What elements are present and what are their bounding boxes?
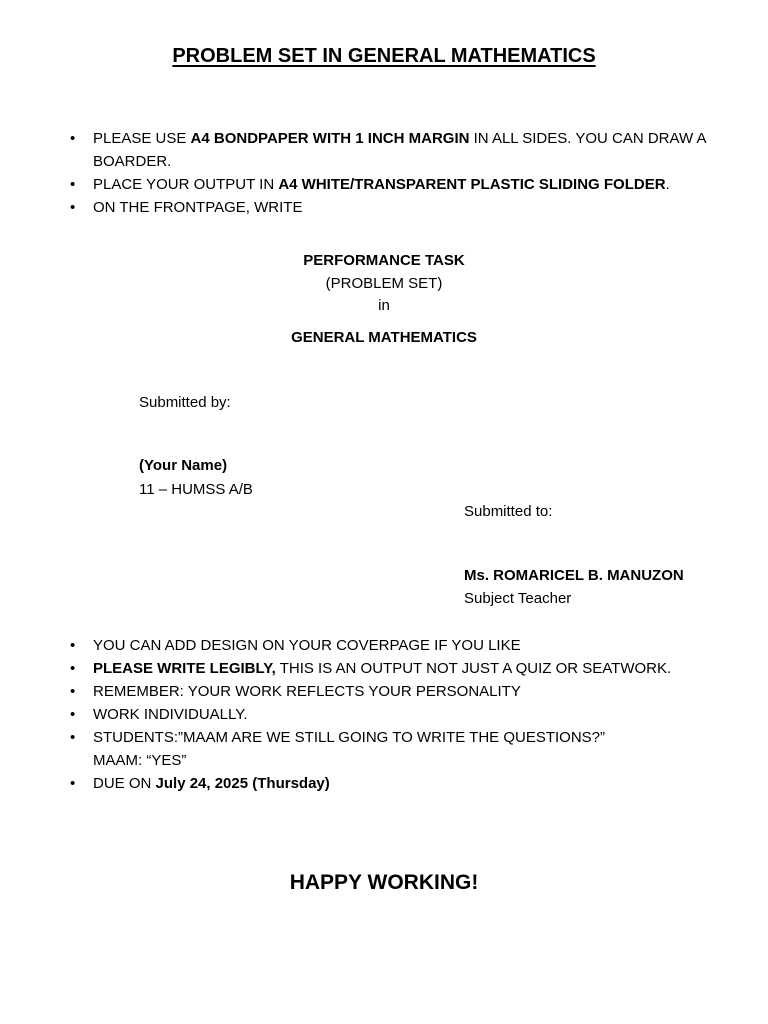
- bullet-icon: •: [70, 130, 76, 147]
- list-item: • REMEMBER: YOUR WORK REFLECTS YOUR PERSONALITY: [93, 680, 733, 703]
- cover-subheading: (PROBLEM SET): [325, 275, 443, 292]
- closing-message: HAPPY WORKING!: [289, 871, 479, 894]
- list-item: • DUE ON July 24, 2025 (Thursday): [93, 772, 733, 795]
- cover-heading: PERFORMANCE TASK: [303, 252, 465, 269]
- reminders-list: [70, 634, 733, 795]
- cover-in: in: [378, 297, 390, 314]
- bullet-icon: •: [70, 683, 76, 700]
- bullet-icon: •: [70, 660, 76, 677]
- submitted-by-label: Submitted by:: [139, 394, 231, 411]
- teacher-role: Subject Teacher: [464, 590, 572, 607]
- bullet-icon: •: [70, 176, 76, 193]
- list-item: • WORK INDIVIDUALLY.: [93, 703, 733, 726]
- bullet-icon: •: [70, 706, 76, 723]
- bullet-icon: •: [70, 729, 76, 746]
- student-name: (Your Name): [139, 457, 228, 474]
- list-item: • YOU CAN ADD DESIGN ON YOUR COVERPAGE IF YOU LIKE: [93, 634, 733, 657]
- list-item: • STUDENTS:”MAAM ARE WE STILL GOING TO WRITE THE QUESTIONS?” MAAM: “YES”: [93, 726, 733, 772]
- bullet-icon: •: [70, 775, 76, 792]
- list-item: • PLEASE USE A4 BONDPAPER WITH 1 INCH MARGIN IN ALL SIDES. YOU CAN DRAW A BOARDER.: [93, 127, 733, 173]
- document-title: PROBLEM SET IN GENERAL MATHEMATICS: [172, 45, 596, 67]
- list-item: • ON THE FRONTPAGE, WRITE: [93, 196, 733, 219]
- list-item: • PLACE YOUR OUTPUT IN A4 WHITE/TRANSPARENT PLASTIC SLIDING FOLDER.: [93, 173, 733, 196]
- submitted-to-label: Submitted to:: [464, 503, 553, 520]
- bullet-icon: •: [70, 637, 76, 654]
- teacher-name: Ms. ROMARICEL B. MANUZON: [464, 567, 684, 584]
- cover-subject: GENERAL MATHEMATICS: [291, 329, 477, 346]
- list-item: • PLEASE WRITE LEGIBLY, THIS IS AN OUTPUT NOT JUST A QUIZ OR SEATWORK.: [93, 657, 733, 680]
- student-section: 11 – HUMSS A/B: [139, 481, 253, 498]
- instructions-list: [70, 127, 733, 219]
- bullet-icon: •: [70, 199, 76, 216]
